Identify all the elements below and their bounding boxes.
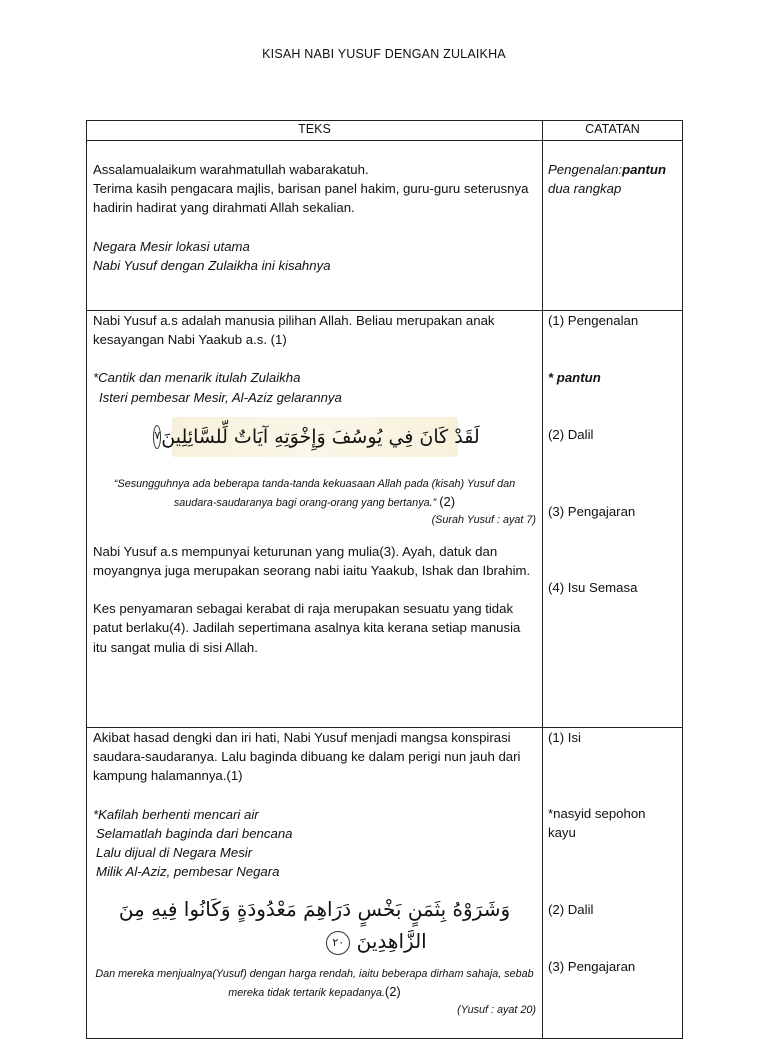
catatan-cell [543,728,683,1039]
quran-verse [93,893,536,957]
header-row [87,121,683,141]
header-catatan: CATATAN [543,121,683,141]
table-row [87,728,683,1039]
paragraph: Kes penyamaran sebagai kerabat di raja merupakan sesuatu yang tidak patut berlaku(4). Jadilah sepertimana asalnya kita kerana setiap manusia itu sangat mulia di sisi Allah. [93,601,521,655]
paragraph: Akibat hasad dengki dan iri hati, Nabi Yusuf menjadi mangsa konspirasi saudara-saudaranya. Lalu baginda dibuang ke dalam perigi nun jauh dari kampung halamannya.(1) [93,730,521,784]
pantun-line: *Cantik dan menarik itulah Zulaikha [93,370,301,386]
marker: (2) [439,493,456,509]
note-item: * pantun [548,370,601,386]
note-item: (2) Dalil [548,901,594,917]
verse-translation [93,475,536,512]
translation-text: “Sesungguhnya ada beberapa tanda-tanda kekuasaan Allah pada (kisah) Yusuf dan saudara-saudaranya bagi orang-orang yang bertanya.” [113,477,516,509]
table-row [87,311,683,728]
note-item: (3) Pengajaran [548,503,636,519]
ayah-number: ٢٠ [326,931,350,955]
note-item: (2) Dalil [548,427,594,443]
table-row [87,141,683,311]
pantun-line: Negara Mesir lokasi utama [93,238,250,254]
document-title: KISAH NABI YUSUF DENGAN ZULAIKHA [262,47,506,61]
paragraph: Nabi Yusuf a.s mempunyai keturunan yang mulia(3). Ayah, datuk dan moyangnya juga merupakan seorang nabi iaitu Yaakub, Ishak dan Ibrahim. [93,543,531,579]
arabic-verse-line [93,925,536,957]
note-label: dua rangkap [548,181,622,197]
teks-cell [87,311,543,728]
arabic-verse-line: وَشَرَوْهُ بِثَمَنٍ بَخْسٍ دَرَاهِمَ مَعْدُودَةٍ وَكَانُوا فِيهِ مِنَ [118,897,511,922]
translation-text: Dan mereka menjualnya(Yusuf) dengan harga rendah, iaitu beberapa dirham sahaja, sebab mereka tidak tertarik kepadanya. [95,968,534,1000]
note-pantun: pantun [622,162,667,177]
paragraph: Nabi Yusuf a.s adalah manusia pilihan Allah. Beliau merupakan anak kesayangan Nabi Yaakub a.s. (1) [93,313,495,348]
quran-verse-image [154,417,480,457]
note-item: (3) Pengajaran [548,958,636,974]
greeting-text: Assalamualaikum warahmatullah wabarakatuh. [93,162,369,177]
teks-cell [87,728,543,1039]
verse-reference: (Surah Yusuf : ayat 7) [431,513,536,526]
arabic-verse-word: الزَّاهِدِينَ [356,929,427,954]
pantun-line: Nabi Yusuf dengan Zulaikha ini kisahnya [93,257,331,273]
arabic-verse: لَقَدْ كَانَ فِي يُوسُفَ وَإِخْوَتِهِ آيَاتٌ لِّلسَّائِلِينَ [161,425,480,448]
nasyid-line: Milik Al-Aziz, pembesar Negara [96,864,280,880]
thanks-text: Terima kasih pengacara majlis, barisan panel hakim, guru-guru seterusnya hadirin hadirat yang dirahmati Allah sekalian. [93,181,529,216]
pantun-line: Isteri pembesar Mesir, Al-Aziz gelarannya [99,389,342,405]
nasyid-line: *Kafilah berhenti mencari air [93,806,259,822]
header-teks: TEKS [87,121,543,141]
verse-reference: (Yusuf : ayat 20) [457,1004,536,1017]
nasyid-line: Lalu dijual di Negara Mesir [96,845,253,861]
teks-cell [87,141,543,311]
catatan-cell [543,141,683,311]
nasyid-line: Selamatlah baginda dari bencana [96,825,293,841]
speech-table [86,120,683,1039]
ayah-number: ٧ [153,425,161,449]
note-item: (4) Isu Semasa [548,579,638,595]
verse-translation [93,965,536,1002]
marker: (2) [384,984,401,1000]
note-item: (1) Pengenalan [548,313,639,328]
note-item: *nasyid sepohon kayu [548,806,646,841]
note-item: (1) Isi [548,730,581,745]
catatan-cell [543,311,683,728]
note-label: Pengenalan: [548,162,623,177]
